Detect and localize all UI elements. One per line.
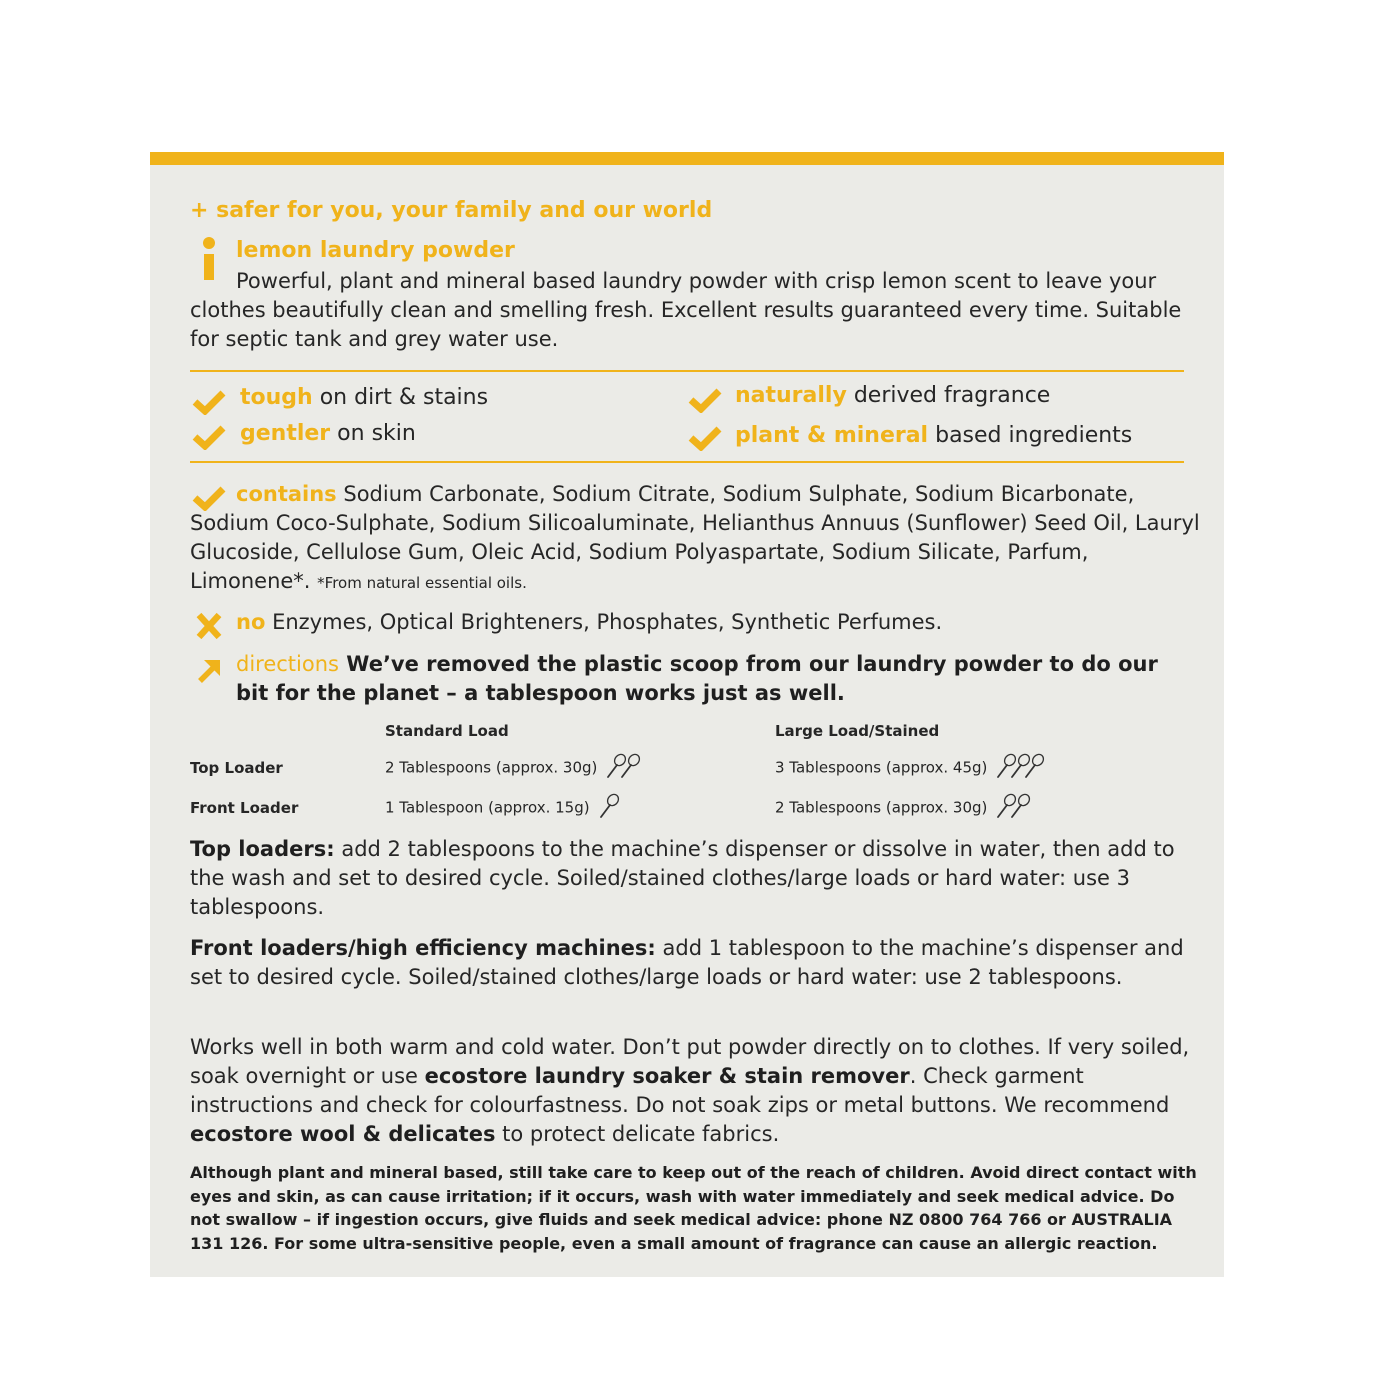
feature-item: tough on dirt & stains (240, 385, 489, 410)
spoon-icon (605, 753, 641, 783)
table-cell: 1 Tablespoon (approx. 15g) (385, 793, 620, 823)
tagline: + safer for you, your family and our world (190, 198, 713, 223)
check-icon (688, 425, 722, 451)
table-row-label: Front Loader (190, 799, 299, 817)
ingredients: contains Sodium Carbonate, Sodium Citrate, Sodium Sulphate, Sodium Bicarbonate, Sodium Coco-Sulphate, Sodium Silicoaluminate, Helianthus Annuus (Sunflower) Seed Oil, Lauryl Glucoside, Cellulose Gum, Oleic Acid, Sodium Polyaspartate, Sodium Silicate, Parfum, Limonene*. *From natural essential oils. (190, 482, 1200, 593)
table-row-label: Top Loader (190, 759, 283, 777)
product-title: lemon laundry powder (236, 238, 515, 263)
product-panel (150, 152, 1224, 1277)
safety-warning: Although plant and mineral based, still take care to keep out of the reach of children. Avoid direct contact with eyes and skin, as can cause irritation; if it occurs, wash with water immediately and seek medical advice. Do not swallow – if ingestion occurs, give fluids and seek medical advice: phone NZ 0800 764 766 or AUSTRALIA 131 126. For some ultra-sensitive people, even a small amount of fragrance can cause an allergic reaction. (190, 1163, 1197, 1253)
table-cell: 2 Tablespoons (approx. 30g) (775, 793, 1031, 823)
feature-item: gentler on skin (240, 421, 416, 446)
feature-item: plant & mineral based ingredients (735, 423, 1133, 448)
top-loaders-instructions: Top loaders: add 2 tablespoons to the machine’s dispenser or dissolve in water, then add to the wash and set to desired cycle. Soiled/stained clothes/large loads or hard water: use 3 tablespoons. (190, 837, 1175, 919)
check-icon (192, 424, 226, 450)
table-cell: 2 Tablespoons (approx. 30g) (385, 753, 641, 783)
feature-item: naturally derived fragrance (735, 383, 1051, 408)
spoon-icon (598, 793, 620, 823)
usage-instructions: Works well in both warm and cold water. Don’t put powder directly on to clothes. If very soiled, soak overnight or use ecostore laundry soaker & stain remover. Check garment instructions and check for colourfastness. Do not soak zips or metal buttons. We recommend ecostore wool & delicates to protect delicate fabrics. (190, 1035, 1190, 1146)
spoon-icon (995, 753, 1045, 783)
excluded-ingredients: no Enzymes, Optical Brighteners, Phosphates, Synthetic Perfumes. (236, 610, 943, 634)
check-icon (192, 389, 226, 415)
table-header-standard: Standard Load (385, 722, 509, 740)
front-loaders-instructions: Front loaders/high efficiency machines: add 1 tablespoon to the machine’s dispenser and set to desired cycle. Soiled/stained clothes/large loads or hard water: use 2 tablespoons. (190, 936, 1184, 989)
divider (190, 370, 1184, 372)
table-cell: 3 Tablespoons (approx. 45g) (775, 753, 1045, 783)
check-icon (688, 387, 722, 413)
cross-icon (195, 611, 223, 641)
product-description: Powerful, plant and mineral based laundry powder with crisp lemon scent to leave your clothes beautifully clean and smelling fresh. Excellent results guaranteed every time. Suitable for septic tank and grey water use. (190, 269, 1182, 351)
directions: directions We’ve removed the plastic scoop from our laundry powder to do our bit for the planet – a tablespoon works just as well. (236, 652, 1158, 705)
spoon-icon (995, 793, 1031, 823)
divider (190, 461, 1184, 463)
arrow-icon (195, 655, 223, 685)
table-header-large: Large Load/Stained (775, 722, 940, 740)
